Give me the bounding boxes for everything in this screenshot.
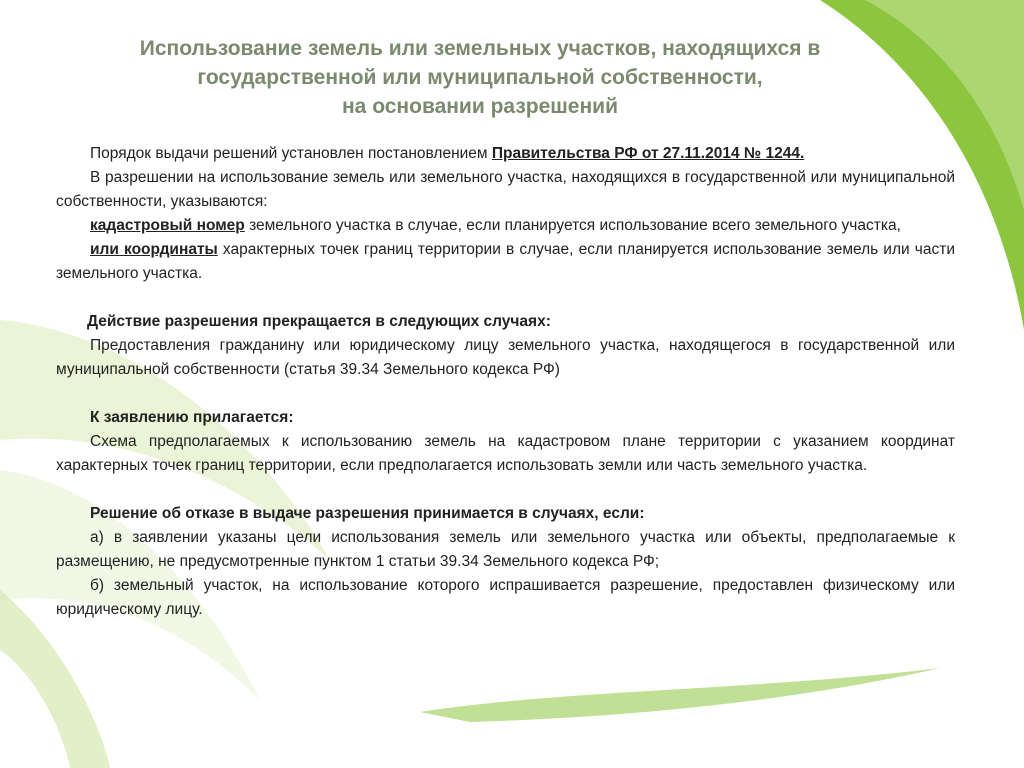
refusal-heading: Решение об отказе в выдаче разрешения принимается в случаях, если:: [90, 505, 645, 522]
refusal-item-b: б) земельный участок, на использование которого испрашивается разрешение, предоставлен физическому или юридическому лицу.: [56, 577, 955, 618]
attachment-heading: К заявлению прилагается:: [90, 409, 294, 426]
coordinates-term: или координаты: [90, 241, 218, 258]
cadastral-number-paragraph: [56, 214, 955, 238]
permit-contents-paragraph: В разрешении на использование земель или земельного участка, находящихся в государственной или муниципальной собственности, указываются:: [56, 169, 955, 210]
main-content: [56, 142, 955, 622]
termination-text: Предоставления гражданину или юридическому лицу земельного участка, находящегося в государственной или муниципальной собственности (статья 39.34 Земельного кодекса РФ): [56, 337, 955, 378]
title-line-3: на основании разрешений: [342, 95, 618, 118]
attachment-text: Схема предполагаемых к использованию земель на кадастровом плане территории с указанием координат характерных точек границ территории, если предполагается использовать земли или часть земельного участка.: [56, 433, 955, 474]
spacer: [56, 286, 955, 310]
spacer: [56, 382, 955, 406]
decree-text: Порядок выдачи решений установлен постановлением: [90, 145, 492, 162]
coordinates-paragraph: [56, 238, 955, 286]
coordinates-text: характерных точек границ территории в случае, если планируется использование земель или части земельного участка.: [56, 241, 955, 282]
cadastral-number-term: кадастровый номер: [90, 217, 245, 234]
page-title: [120, 34, 840, 121]
refusal-item-a: а) в заявлении указаны цели использования земель или земельного участка или объекты, предполагаемые к размещению, не предусмотренные пунктом 1 статьи 39.34 Земельного кодекса РФ;: [56, 529, 955, 570]
title-line-2: государственной или муниципальной собственности,: [197, 66, 763, 89]
decree-link: Правительства РФ от 27.11.2014 № 1244.: [491, 145, 805, 162]
cadastral-number-text: земельного участка в случае, если планируется использование всего земельного участка,: [244, 217, 901, 234]
spacer: [56, 478, 955, 502]
termination-heading: Действие разрешения прекращается в следующих случаях:: [87, 313, 551, 330]
decree-paragraph: [56, 142, 955, 166]
title-line-1: Использование земель или земельных участков, находящихся в: [139, 37, 821, 60]
